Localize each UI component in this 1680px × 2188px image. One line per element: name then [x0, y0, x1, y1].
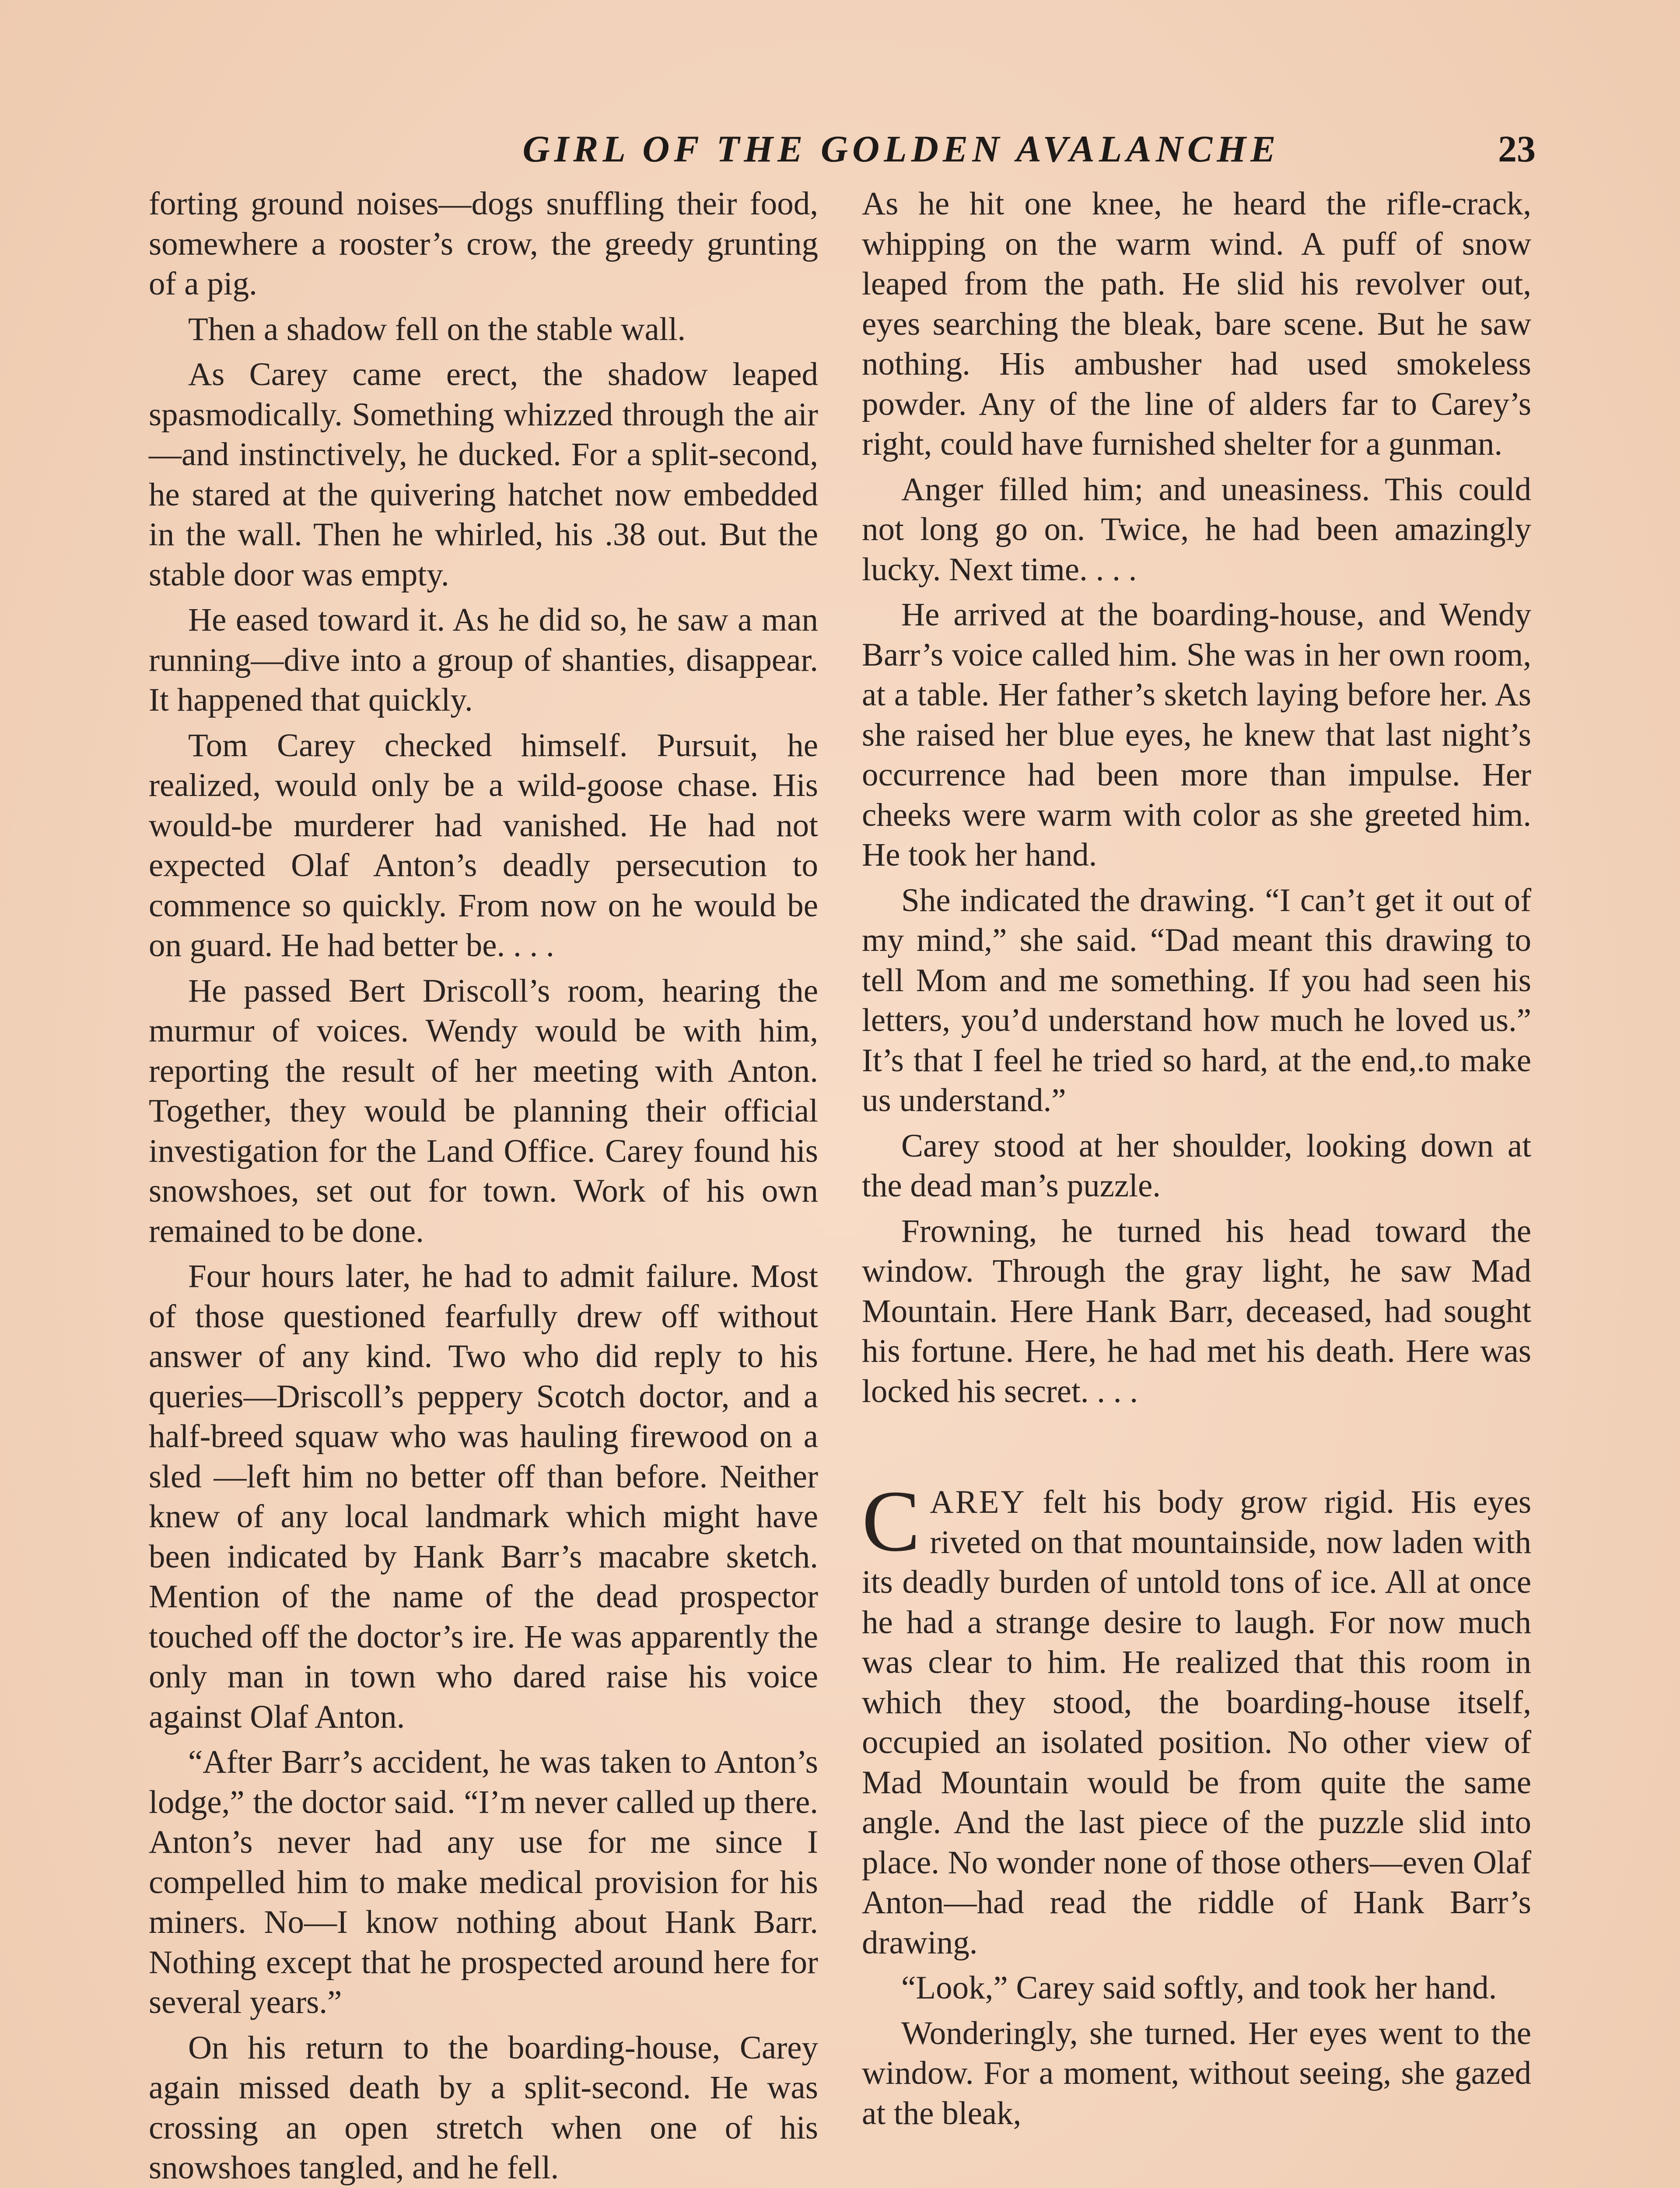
body-paragraph: Wonderingly, she turned. Her eyes went to the window. For a moment, without seeing, she gazed at the bleak, [862, 2015, 1531, 2132]
body-paragraph: On his return to the boarding-house, Carey again missed death by a split-second. He was crossing an open stretch when one of his snowshoes tangled, and he fell. [149, 2029, 818, 2186]
body-paragraph: forting ground noises—dogs snuffling their food, somewhere a rooster’s crow, the greedy grunting of a pig. [149, 186, 818, 302]
right-column [862, 184, 1531, 2139]
body-paragraph: She indicated the drawing. “I can’t get it out of my mind,” she said. “Dad meant this drawing to tell Mom and me something. If you had seen his letters, you’d understand how much he loved us.” It’s that I feel he tried so hard, at the end,.to make us understand.” [862, 882, 1531, 1119]
left-column [149, 184, 818, 2188]
section-break [862, 1417, 1531, 1482]
drop-cap: C [862, 1473, 920, 1570]
body-paragraph: Then a shadow fell on the stable wall. [188, 311, 686, 347]
body-paragraph: Frowning, he turned his head toward the window. Through the gray light, he saw Mad Mountain. Here Hank Barr, deceased, had sought his fortune. Here, he had met his death. Here was locked his secret. . . . [862, 1213, 1531, 1410]
lead-in-smallcaps: AREY [930, 1484, 1026, 1520]
section-opening-text: felt his body grow rigid. His eyes riveted on that mountainside, now laden with its deadly burden of untold tons of ice. All at once he had a strange desire to laugh. For now much was clear to him. He realized that this room in which they stood, the boarding-house itself, occupied an isolated position. No other view of Mad Mountain would be from quite the same angle. And the last piece of the puzzle slid into place. No wonder none of those others—even Olaf Anton—had read the riddle of Hank Barr’s drawing. [862, 1484, 1531, 1961]
page-number: 23 [1498, 128, 1536, 170]
body-paragraph: Four hours later, he had to admit failure. Most of those questioned fearfully drew off without answer of any kind. Two who did reply to his queries—Driscoll’s peppery Scotch doctor, and a half-breed squaw who was hauling firewood on a sled —left him no better off than before. Neither knew of any local landmark which might have been indicated by Hank Barr’s macabre sketch. Mention of the name of the dead prospector touched off the doctor’s ire. He was apparently the only man in town who dared raise his voice against Olaf Anton. [149, 1258, 818, 1735]
body-paragraph: “Look,” Carey said softly, and took her hand. [901, 1970, 1497, 2006]
body-paragraph: Anger filled him; and uneasiness. This could not long go on. Twice, he had been amazingly lucky. Next time. . . . [862, 471, 1531, 588]
body-paragraph: As he hit one knee, he heard the rifle-crack, whipping on the warm wind. A puff of snow leaped from the path. He slid his revolver out, eyes searching the bleak, bare scene. But he saw nothing. His ambusher had used smokeless powder. Any of the line of alders far to Carey’s right, could have furnished shelter for a gunman. [862, 186, 1531, 462]
section-opening-paragraph [862, 1473, 1531, 1963]
body-paragraph: He arrived at the boarding-house, and Wendy Barr’s voice called him. She was in her own room, at a table. Her father’s sketch laying before her. As she raised her blue eyes, he knew that last night’s occurrence had been more than impulse. Her cheeks were warm with color as she greeted him. He took her hand. [862, 596, 1531, 873]
body-paragraph: He passed Bert Driscoll’s room, hearing the murmur of voices. Wendy would be with him, reporting the result of her meeting with Anton. Together, they would be planning their official investigation for the Land Office. Carey found his snowshoes, set out for town. Work of his own remained to be done. [149, 972, 818, 1249]
body-paragraph: “After Barr’s accident, he was taken to Anton’s lodge,” the doctor said. “I’m never called up there. Anton’s never had any use for me since I compelled him to make medical provision for his miners. No—I know nothing about Hank Barr. Nothing except that he prospected around here for several years.” [149, 1744, 818, 2020]
body-paragraph: As Carey came erect, the shadow leaped spasmodically. Something whizzed through the air—and instinctively, he ducked. For a split-second, he stared at the quivering hatchet now embedded in the wall. Then he whirled, his .38 out. But the stable door was empty. [149, 356, 818, 593]
running-head-title: GIRL OF THE GOLDEN AVALANCHE [522, 128, 1280, 170]
body-paragraph: Tom Carey checked himself. Pursuit, he realized, would only be a wild-goose chase. His would-be murderer had vanished. He had not expected Olaf Anton’s deadly persecution to commence so quickly. From now on he would be on guard. He had better be. . . . [149, 727, 818, 964]
body-paragraph: Carey stood at her shoulder, looking down at the dead man’s puzzle. [862, 1127, 1531, 1204]
body-paragraph: He eased toward it. As he did so, he saw a man running—dive into a group of shanties, disappear. It happened that quickly. [149, 602, 818, 718]
